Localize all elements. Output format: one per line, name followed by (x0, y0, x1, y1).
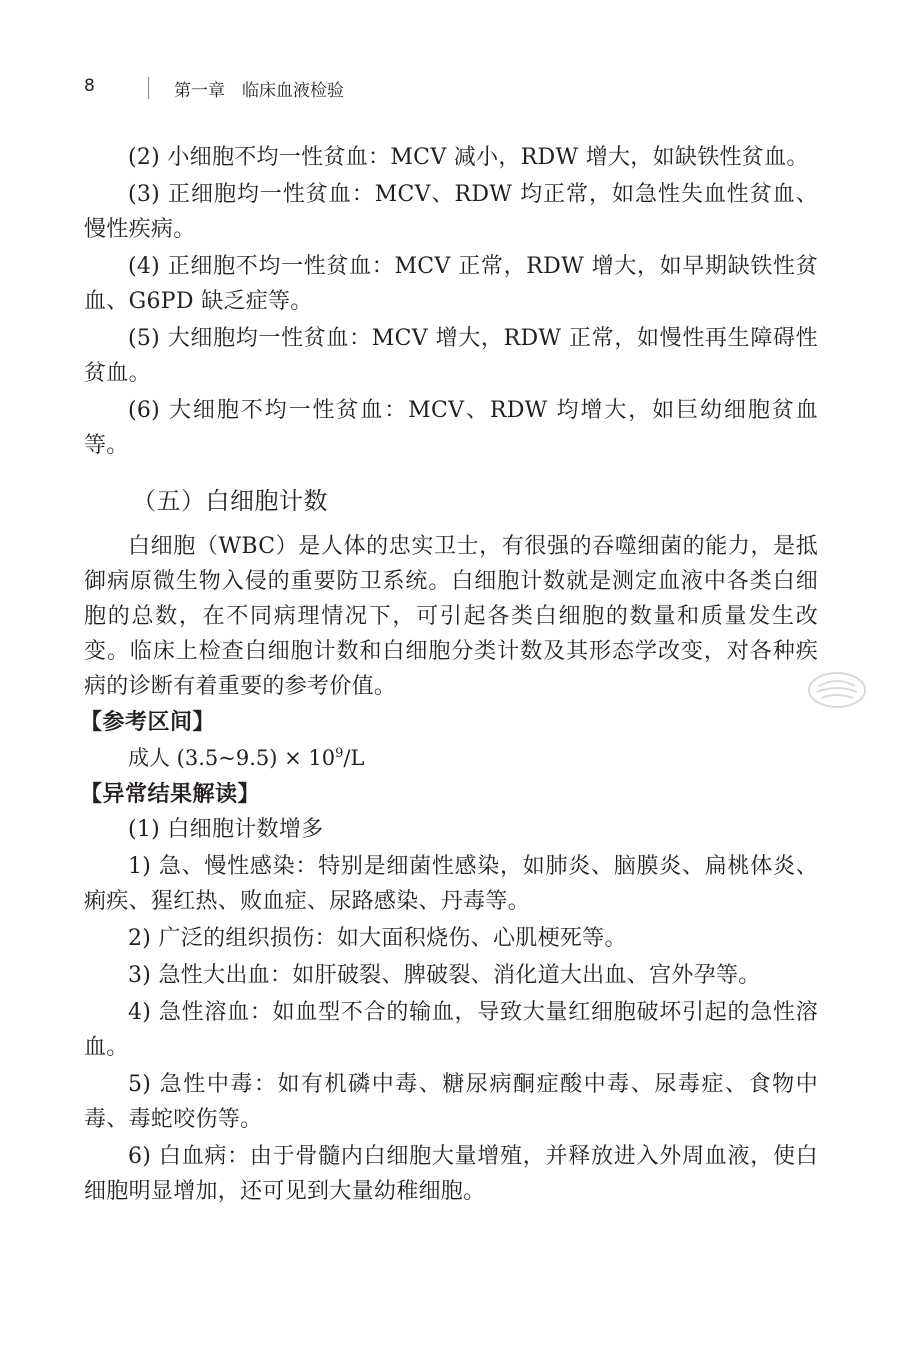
abnormal-subitem-1: 1) 急、慢性感染：特别是细菌性感染，如肺炎、脑膜炎、扁桃体炎、痢疾、猩红热、败血症、尿路感染、丹毒等。 (84, 854, 818, 914)
page-body (80, 140, 818, 1209)
abnormal-subitem-4: 4) 急性溶血：如血型不合的输血，导致大量红细胞破坏引起的急性溶血。 (84, 1000, 818, 1060)
section-heading-wbc: （五）白细胞计数 (132, 487, 328, 515)
paragraph-anemia-5: (5) 大细胞均一性贫血：MCV 增大，RDW 正常，如慢性再生障碍性贫血。 (84, 326, 818, 386)
publisher-watermark-icon (805, 670, 869, 710)
reference-label: 成人 (3.5~9.5) × 10 (128, 746, 336, 770)
page-number: 8 (84, 76, 95, 96)
header-divider (148, 77, 149, 99)
chapter-title: 第一章 临床血液检验 (174, 81, 344, 101)
abnormal-subitem-2: 2) 广泛的组织损伤：如大面积烧伤、心肌梗死等。 (128, 926, 627, 951)
reference-range-heading: 【参考区间】 (80, 710, 216, 735)
paragraph-anemia-4: (4) 正细胞不均一性贫血：MCV 正常，RDW 增大，如早期缺铁性贫血、G6PD 缺乏症等。 (84, 254, 818, 314)
reference-unit: /L (343, 746, 365, 770)
abnormal-subitem-6: 6) 白血病：由于骨髓内白细胞大量增殖，并释放进入外周血液，使白细胞明显增加，还可见到大量幼稚细胞。 (84, 1144, 818, 1204)
paragraph-anemia-3: (3) 正细胞均一性贫血：MCV、RDW 均正常，如急性失血性贫血、慢性疾病。 (84, 182, 818, 242)
abnormal-subitem-3: 3) 急性大出血：如肝破裂、脾破裂、消化道大出血、宫外孕等。 (128, 963, 761, 988)
abnormal-results-heading: 【异常结果解读】 (80, 782, 261, 807)
abnormal-subitem-5: 5) 急性中毒：如有机磷中毒、糖尿病酮症酸中毒、尿毒症、食物中毒、毒蛇咬伤等。 (84, 1072, 818, 1132)
reference-range-value (84, 740, 818, 776)
paragraph-anemia-6: (6) 大细胞不均一性贫血：MCV、RDW 均增大，如巨幼细胞贫血等。 (84, 398, 818, 458)
paragraph-wbc-intro: 白细胞（WBC）是人体的忠实卫士，有很强的吞噬细菌的能力，是抵御病原微生物入侵的重要防卫系统。白细胞计数就是测定血液中各类白细胞的总数，在不同病理情况下，可引起各类白细胞的数量和质量发生改变。临床上检查白细胞计数和白细胞分类计数及其形态学改变，对各种疾病的诊断有着重要的参考价值。 (84, 534, 818, 699)
reference-exponent: 9 (335, 746, 344, 761)
paragraph-anemia-2: (2) 小细胞不均一性贫血：MCV 减小，RDW 增大，如缺铁性贫血。 (128, 145, 809, 170)
abnormal-item-1: (1) 白细胞计数增多 (128, 817, 324, 842)
